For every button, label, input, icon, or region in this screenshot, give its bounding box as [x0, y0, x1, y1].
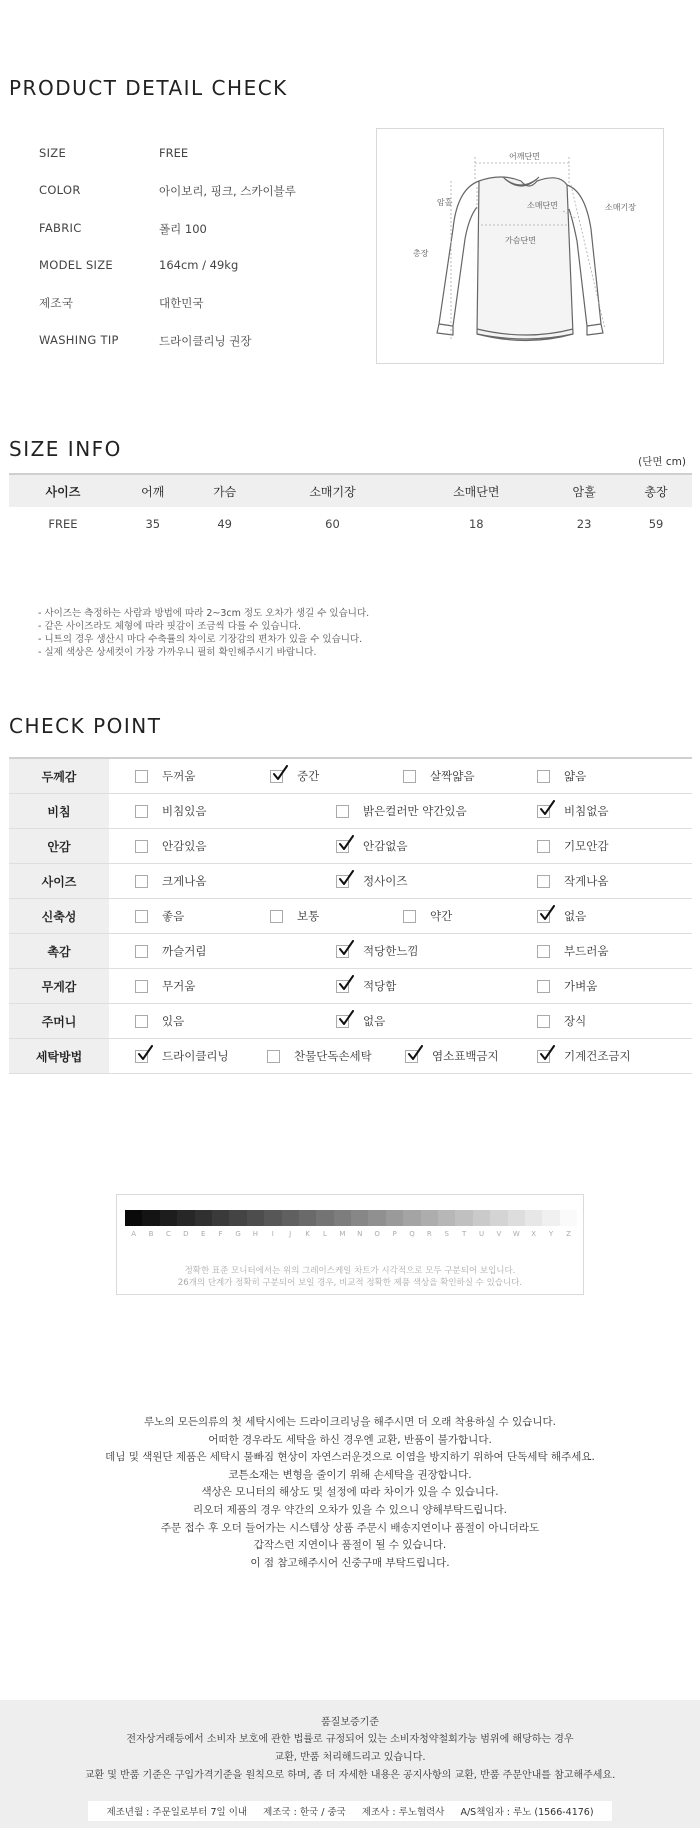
checkbox[interactable] [537, 980, 550, 993]
checkbox[interactable] [537, 770, 550, 783]
checkbox[interactable] [135, 875, 148, 888]
notice-line: 리오더 제품의 경우 약간의 오차가 있을 수 있으니 양해부탁드립니다. [192, 1503, 508, 1516]
checkbox[interactable] [537, 875, 550, 888]
grayscale-swatch [351, 1210, 368, 1238]
notice-line: 주문 접수 후 오더 들어가는 시스템상 상품 주문시 배송지연이나 품절이 아니더라도 [160, 1521, 540, 1534]
check-row-size [9, 864, 692, 899]
detail-label: COLOR [39, 183, 81, 197]
detail-label: WASHING TIP [39, 333, 119, 347]
check-option-label: 크게나옴 [162, 874, 207, 888]
grayscale-swatch [490, 1210, 507, 1238]
checkbox[interactable] [537, 805, 550, 818]
grayscale-swatch [160, 1210, 177, 1238]
grayscale-letter: Z [566, 1230, 571, 1238]
detail-value: 드라이클리닝 권장 [159, 334, 252, 348]
check-row-thickness [9, 759, 692, 794]
checkbox[interactable] [537, 910, 550, 923]
footer-line: 교환 및 반품 기준은 구입가격기준을 원칙으로 하며, 좀 더 자세한 내용은 공지사항의 교환, 반품 주문안내를 참고해주세요. [84, 1770, 616, 1781]
size-table [9, 473, 692, 540]
check-option[interactable] [403, 759, 474, 793]
check-option-label: 얇음 [564, 769, 587, 783]
grayscale-letter: O [374, 1230, 380, 1238]
notice-line: 색상은 모니터의 해상도 및 설정에 따라 차이가 있을 수 있습니다. [201, 1486, 499, 1499]
grayscale-letter: G [235, 1230, 241, 1238]
quality-guarantee-footer [0, 1700, 700, 1828]
detail-value: 164cm / 49kg [159, 258, 239, 272]
grayscale-swatch [542, 1210, 559, 1238]
detail-label: MODEL SIZE [39, 258, 113, 272]
grayscale-swatch [229, 1210, 246, 1238]
size-notes [38, 607, 369, 659]
size-col-header: 암홀 [548, 474, 620, 507]
grayscale-letter: C [166, 1230, 171, 1238]
grayscale-note-line: 26개의 단계가 정확히 구분되어 보일 경우, 비교적 정확한 제품 색상을 확인하실 수 있습니다. [177, 1278, 523, 1288]
grayscale-letter: I [271, 1230, 274, 1238]
label-sleeve-width: 소매단면 [527, 201, 558, 210]
check-row-pocket [9, 1004, 692, 1039]
check-option[interactable] [135, 934, 206, 968]
check-option-label: 비침있음 [162, 804, 207, 818]
check-option[interactable] [537, 829, 608, 863]
grayscale-swatch [421, 1210, 438, 1238]
check-row-elasticity [9, 899, 692, 934]
grayscale-swatch [177, 1210, 194, 1238]
check-option-label: 염소표백금지 [432, 1049, 499, 1063]
label-shoulder: 어깨단면 [509, 152, 540, 161]
size-col-header: 어깨 [117, 474, 189, 507]
footer-info-item: 제조국 : 한국 / 중국 [263, 1807, 346, 1818]
check-option[interactable] [336, 829, 407, 863]
size-unit-label: (단면 cm) [638, 456, 686, 468]
label-armhole: 암홀 [437, 198, 453, 207]
footer-info-item: A/S책임자 : 루노 (1566-4176) [460, 1807, 594, 1818]
label-sleeve-length: 소매기장 [605, 203, 636, 212]
grayscale-letter: K [305, 1230, 310, 1238]
size-note: - 같은 사이즈라도 체형에 따라 핏감이 조금씩 다를 수 있습니다. [38, 621, 302, 632]
checkmark-icon [539, 905, 555, 921]
checkmark-icon [407, 1045, 423, 1061]
detail-value: 아이보리, 핑크, 스카이블루 [159, 184, 296, 198]
check-row-lining [9, 829, 692, 864]
size-col-header: 소매기장 [261, 474, 405, 507]
check-option[interactable] [537, 899, 586, 933]
checkbox[interactable] [336, 980, 349, 993]
check-option[interactable] [537, 759, 586, 793]
grayscale-swatch [560, 1210, 577, 1238]
check-row-label: 안감 [9, 829, 109, 863]
grayscale-letter: S [444, 1230, 449, 1238]
check-option-label: 안감있음 [162, 839, 207, 853]
detail-label: FABRIC [39, 221, 82, 235]
detail-label: SIZE [39, 146, 67, 160]
check-option[interactable] [336, 794, 467, 828]
checkmark-icon [539, 1045, 555, 1061]
checkbox[interactable] [135, 980, 148, 993]
checkbox[interactable] [537, 1050, 550, 1063]
size-table-header [9, 474, 692, 507]
check-row-label: 주머니 [9, 1004, 109, 1038]
detail-row-washing-tip [39, 333, 359, 353]
grayscale-swatch [316, 1210, 333, 1238]
check-option-label: 없음 [363, 1014, 386, 1028]
check-row-label: 무게감 [9, 969, 109, 1003]
grayscale-swatch [473, 1210, 490, 1238]
checkbox[interactable] [336, 875, 349, 888]
check-option-label: 장식 [564, 1014, 587, 1028]
grayscale-swatch [282, 1210, 299, 1238]
grayscale-letter: P [392, 1230, 397, 1238]
grayscale-letter: H [252, 1230, 259, 1238]
grayscale-swatch [403, 1210, 420, 1238]
size-col-header: 가슴 [189, 474, 261, 507]
checkbox[interactable] [537, 1015, 550, 1028]
grayscale-letter: D [183, 1230, 189, 1238]
notice-line: 갑작스런 지연이나 품절이 될 수 있습니다. [253, 1539, 447, 1552]
detail-row-origin [39, 295, 359, 315]
checkbox[interactable] [403, 770, 416, 783]
checkbox[interactable] [270, 770, 283, 783]
grayscale-letter: L [323, 1230, 327, 1238]
check-option[interactable] [336, 934, 419, 968]
grayscale-swatch [455, 1210, 472, 1238]
checkbox[interactable] [135, 1015, 148, 1028]
size-col-header: 사이즈 [9, 474, 117, 507]
table-row [9, 507, 692, 540]
footer-info-bar [88, 1801, 612, 1821]
check-row-label: 세탁방법 [9, 1039, 109, 1073]
check-option[interactable] [267, 1039, 372, 1073]
grayscale-swatch [125, 1210, 142, 1238]
grayscale-letter: W [512, 1230, 520, 1238]
check-point-table [9, 757, 692, 1074]
check-option[interactable] [135, 829, 206, 863]
grayscale-letter: Q [409, 1230, 415, 1238]
check-option[interactable] [537, 969, 597, 1003]
grayscale-letter: R [426, 1230, 432, 1238]
checkbox[interactable] [336, 805, 349, 818]
checkmark-icon [338, 835, 354, 851]
grayscale-note-line: 정확한 표준 모니터에서는 위의 그레이스케일 차트가 시각적으로 모두 구분되어 보입니다. [184, 1266, 516, 1276]
checkmark-icon [539, 800, 555, 816]
grayscale-swatch [508, 1210, 525, 1238]
checkbox[interactable] [270, 910, 283, 923]
grayscale-letter: E [201, 1230, 206, 1238]
checkmark-icon [338, 1010, 354, 1026]
grayscale-swatch [212, 1210, 229, 1238]
notice-line: 이 점 참고해주시어 신중구매 부탁드립니다. [250, 1556, 450, 1569]
grayscale-letter: U [478, 1230, 485, 1238]
check-option[interactable] [537, 934, 608, 968]
detail-value: FREE [159, 146, 189, 160]
product-detail-title: PRODUCT DETAIL CHECK [9, 76, 288, 100]
sweater-diagram-icon [377, 129, 665, 365]
checkmark-icon [338, 975, 354, 991]
checkmark-icon [338, 940, 354, 956]
check-row-weight [9, 969, 692, 1004]
footer-line: 전자상거래등에서 소비자 보호에 관한 법률로 규정되어 있는 소비자청약철회가능 범위에 해당하는 경우 [126, 1734, 574, 1745]
detail-row-fabric [39, 221, 359, 241]
garment-size-diagram [376, 128, 664, 364]
checkbox[interactable] [405, 1050, 418, 1063]
check-row-texture [9, 934, 692, 969]
check-option-label: 까슬거림 [162, 944, 207, 958]
footer-line: 교환, 반품 처리해드리고 있습니다. [274, 1752, 426, 1763]
detail-value: 폴리 100 [159, 222, 207, 236]
check-option[interactable] [537, 864, 608, 898]
check-option-label: 두꺼움 [162, 769, 196, 783]
grayscale-letter: J [289, 1230, 292, 1238]
grayscale-bar [125, 1210, 577, 1238]
notice-line: 루노의 모든의류의 첫 세탁시에는 드라이크리닝을 해주시면 더 오래 착용하실 수 있습니다. [143, 1416, 556, 1428]
size-info-title: SIZE INFO [9, 437, 122, 461]
grayscale-swatch [299, 1210, 316, 1238]
size-cell: FREE [48, 516, 78, 531]
footer-body [0, 1731, 700, 1785]
checkbox[interactable] [537, 840, 550, 853]
check-option-label: 적당한느낌 [363, 944, 419, 958]
checkbox[interactable] [267, 1050, 280, 1063]
check-option-label: 찬물단독손세탁 [294, 1049, 372, 1063]
grayscale-letter: M [339, 1230, 346, 1238]
grayscale-swatch [334, 1210, 351, 1238]
grayscale-swatch [247, 1210, 264, 1238]
grayscale-letter: Y [548, 1230, 554, 1238]
notice-line: 어떠한 경우라도 세탁을 하신 경우엔 교환, 반품이 불가합니다. [208, 1433, 492, 1446]
size-cell: 60 [325, 516, 340, 531]
checkbox[interactable] [135, 770, 148, 783]
label-length: 총장 [413, 249, 429, 258]
checkbox[interactable] [336, 840, 349, 853]
grayscale-swatch [386, 1210, 403, 1238]
check-option-label: 가벼움 [564, 979, 598, 993]
grayscale-letter: X [531, 1230, 537, 1238]
grayscale-swatch [264, 1210, 281, 1238]
grayscale-letter: T [461, 1230, 467, 1238]
check-option[interactable] [135, 1004, 184, 1038]
check-row-label: 두께감 [9, 759, 109, 793]
notice-line: 코튼소재는 변형을 줄이기 위해 손세탁을 권장합니다. [228, 1468, 472, 1481]
check-row-washing [9, 1039, 692, 1074]
grayscale-swatch [525, 1210, 542, 1238]
size-cell: 23 [576, 516, 592, 531]
check-row-label: 촉감 [9, 934, 109, 968]
check-row-sheerness [9, 794, 692, 829]
check-option-label: 약간 [430, 909, 453, 923]
check-option-label: 안감없음 [363, 839, 408, 853]
checkmark-icon [272, 765, 288, 781]
check-option-label: 있음 [162, 1014, 185, 1028]
size-col-header: 소매단면 [404, 474, 548, 507]
grayscale-swatch [142, 1210, 159, 1238]
detail-label: 제조국 [39, 296, 74, 310]
footer-info-item: 제조년월 : 주문일로부터 7일 이내 [106, 1807, 248, 1818]
checkbox[interactable] [135, 1050, 148, 1063]
detail-value: 대한민국 [159, 296, 204, 310]
label-chest: 가슴단면 [505, 236, 536, 245]
detail-row-color [39, 183, 359, 203]
check-option[interactable] [336, 969, 396, 1003]
grayscale-letter: A [131, 1230, 137, 1238]
check-row-label: 사이즈 [9, 864, 109, 898]
checkbox[interactable] [336, 1015, 349, 1028]
check-option-label: 밝은컬러만 약간있음 [363, 804, 467, 818]
check-option[interactable] [135, 1039, 229, 1073]
check-option[interactable] [135, 794, 206, 828]
check-option-label: 드라이클리닝 [162, 1049, 229, 1063]
size-cell: 35 [145, 516, 161, 531]
check-option[interactable] [135, 969, 195, 1003]
grayscale-letter: F [218, 1230, 223, 1238]
grayscale-chart [116, 1194, 584, 1295]
footer-info-item: 제조사 : 루노협력사 [361, 1807, 445, 1818]
check-option[interactable] [336, 864, 407, 898]
check-point-title: CHECK POINT [9, 714, 162, 738]
checkbox[interactable] [537, 945, 550, 958]
checkmark-icon [137, 1045, 153, 1061]
check-option-label: 기계건조금지 [564, 1049, 631, 1063]
check-option-label: 비침없음 [564, 804, 609, 818]
grayscale-letter: V [496, 1230, 502, 1238]
check-option[interactable] [537, 794, 608, 828]
check-option-label: 보통 [297, 909, 320, 923]
check-option[interactable] [405, 1039, 499, 1073]
size-note: - 사이즈는 측정하는 사람과 방법에 따라 2~3cm 정도 오차가 생길 수 있습니다. [38, 608, 370, 619]
checkbox[interactable] [403, 910, 416, 923]
check-option-label: 좋음 [162, 909, 185, 923]
check-option-label: 적당함 [363, 979, 397, 993]
care-notice [0, 1414, 700, 1572]
size-note: - 니트의 경우 생산시 마다 수축률의 차이로 기장감의 편차가 있을 수 있습니다. [38, 634, 363, 645]
grayscale-letter: N [357, 1230, 363, 1238]
check-option[interactable] [403, 899, 452, 933]
size-note: - 실제 색상은 상세컷이 가장 가까우니 필히 확인해주시기 바랍니다. [38, 647, 317, 658]
checkbox[interactable] [135, 840, 148, 853]
check-option[interactable] [270, 759, 319, 793]
size-cell: 59 [648, 516, 664, 531]
size-cell: 18 [468, 516, 484, 531]
checkbox[interactable] [135, 945, 148, 958]
check-row-label: 신축성 [9, 899, 109, 933]
check-option[interactable] [270, 899, 319, 933]
detail-row-size [39, 146, 359, 166]
detail-row-model-size [39, 258, 359, 278]
notice-line: 데님 및 색원단 제품은 세탁시 물빠짐 현상이 자연스러운것으로 이염을 방지하기 위하여 단독세탁 해주세요. [105, 1451, 595, 1464]
grayscale-note [117, 1265, 583, 1289]
check-option-label: 작게나옴 [564, 874, 609, 888]
check-option-label: 없음 [564, 909, 587, 923]
grayscale-swatch [368, 1210, 385, 1238]
checkmark-icon [338, 870, 354, 886]
check-option-label: 무거움 [162, 979, 196, 993]
grayscale-swatch [195, 1210, 212, 1238]
check-option[interactable] [135, 864, 206, 898]
check-option[interactable] [537, 1039, 631, 1073]
check-option[interactable] [336, 1004, 385, 1038]
check-option-label: 정사이즈 [363, 874, 408, 888]
size-col-header: 총장 [620, 474, 692, 507]
checkbox[interactable] [135, 805, 148, 818]
grayscale-swatch [438, 1210, 455, 1238]
check-option-label: 살짝얇음 [430, 769, 475, 783]
check-option[interactable] [135, 759, 195, 793]
grayscale-letter: B [148, 1230, 154, 1238]
check-option[interactable] [537, 1004, 586, 1038]
footer-title: 품질보증기준 [321, 1717, 379, 1728]
check-option-label: 기모안감 [564, 839, 609, 853]
checkbox[interactable] [135, 910, 148, 923]
check-option[interactable] [135, 899, 184, 933]
check-option-label: 중간 [297, 769, 320, 783]
check-row-label: 비침 [9, 794, 109, 828]
checkbox[interactable] [336, 945, 349, 958]
check-option-label: 부드러움 [564, 944, 609, 958]
size-cell: 49 [217, 516, 232, 531]
